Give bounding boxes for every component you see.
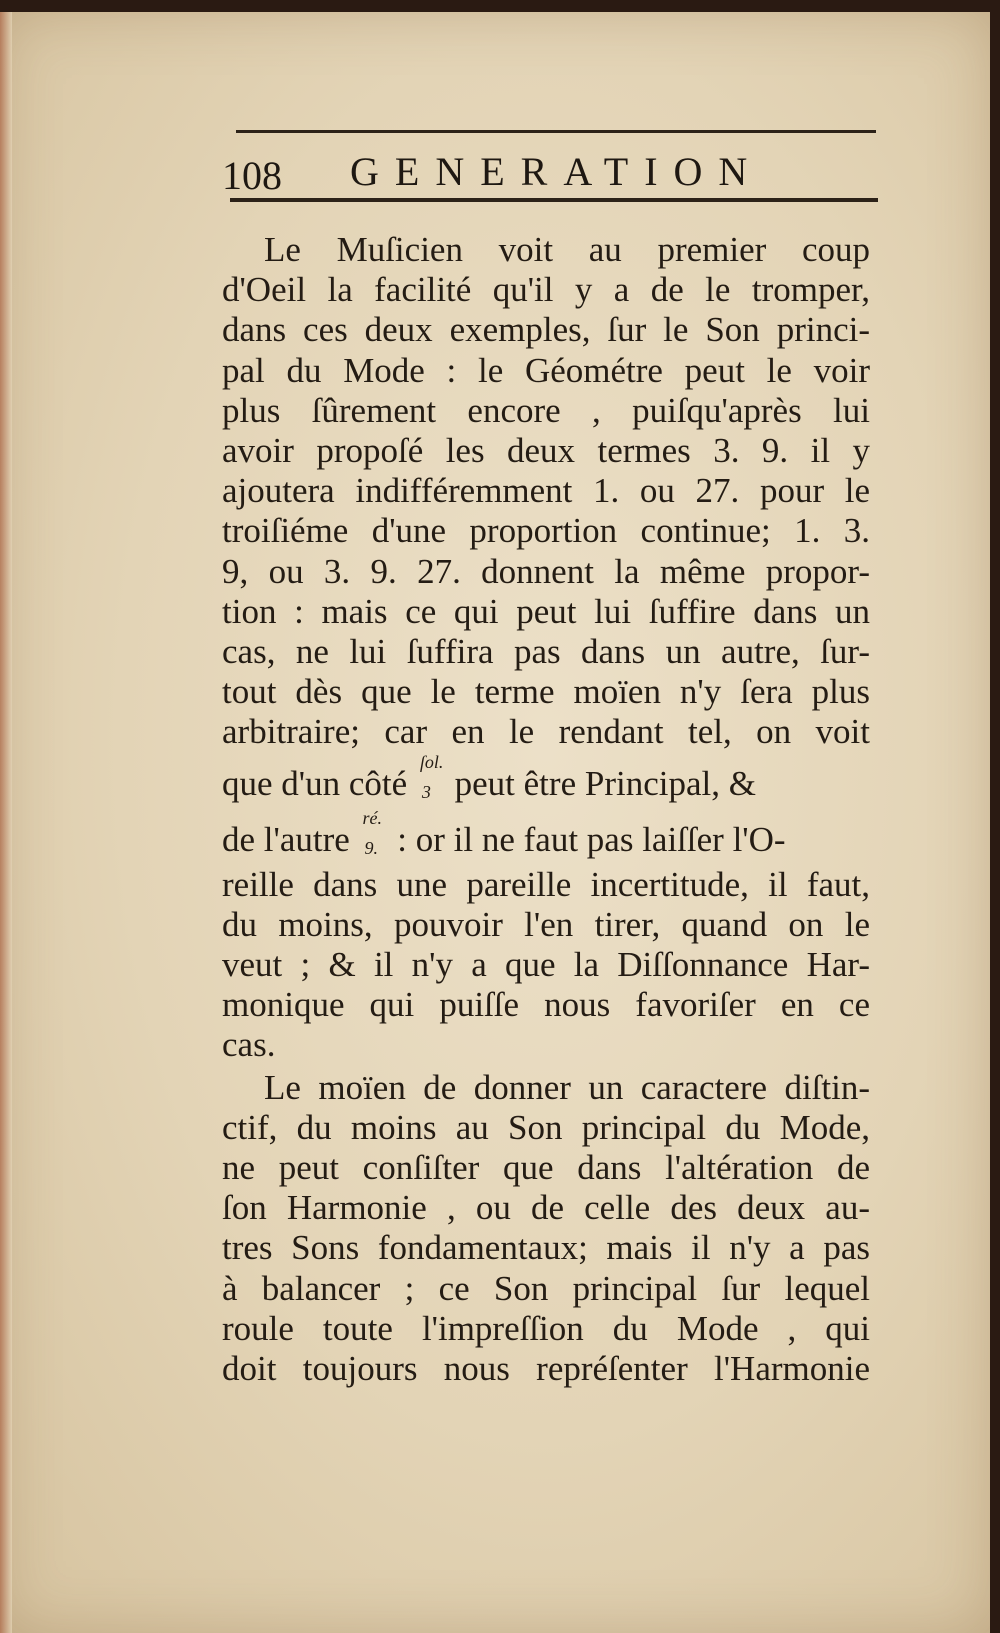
text-line: tout dès que le terme moïen n'y ſera plus: [222, 672, 870, 712]
page-edge: [0, 12, 12, 1633]
text-line: à balancer ; ce Son principal ſur lequel: [222, 1268, 870, 1308]
text-line: cas, ne lui ſuffira pas dans un autre, ſur-: [222, 632, 870, 672]
text-line: [222, 809, 870, 865]
running-title: GENERATION: [350, 149, 764, 194]
text-line: roule toute l'impreſſion du Mode , qui: [222, 1308, 870, 1348]
text-line: troiſiéme d'une proportion continue; 1. 3.: [222, 511, 870, 551]
note-syllable: ré.: [362, 807, 383, 828]
text-line: ajoutera indifféremment 1. ou 27. pour le: [222, 471, 870, 511]
text-line: reille dans une pareille incertitude, il faut,: [222, 864, 870, 904]
text-line: Le Muſicien voit au premier coup: [264, 230, 870, 269]
paragraph: [222, 230, 870, 1066]
text-line: [222, 753, 870, 809]
text-line: d'Oeil la facilité qu'il y a de le tromper,: [222, 270, 870, 310]
solmization-note: [416, 751, 446, 802]
paragraph: [222, 1068, 870, 1390]
text-line: ſon Harmonie , ou de celle des deux au-: [222, 1188, 870, 1228]
solmization-note: [359, 807, 389, 858]
text-segment: : or il ne faut pas laiſſer l'O-: [397, 819, 786, 859]
text-line: cas.: [222, 1025, 276, 1065]
text-segment: que d'un côté: [222, 763, 408, 803]
text-line: plus ſûrement encore , puiſqu'après lui: [222, 390, 870, 430]
header-rule-top: [236, 130, 876, 133]
text-line: ne peut conſiſter que dans l'altération de: [222, 1148, 870, 1188]
page-number: 108: [222, 153, 282, 198]
note-syllable: ſol.: [419, 751, 444, 772]
text-line: Le moïen de donner un caractere diſtin-: [264, 1067, 870, 1107]
text-line: doit toujours nous repréſenter l'Harmonie: [222, 1349, 870, 1389]
text-line: arbitraire; car en le rendant tel, on voit: [222, 712, 870, 752]
book-page: [0, 12, 990, 1633]
text-line: pal du Mode : le Géométre peut le voir: [222, 350, 870, 390]
text-line: du moins, pouvoir l'en tirer, quand on le: [222, 904, 870, 944]
note-number: 9.: [364, 837, 379, 858]
page-header: [222, 148, 878, 196]
text-line: tres Sons fondamentaux; mais il n'y a pas: [222, 1228, 870, 1268]
header-rule-bottom: [230, 198, 878, 202]
text-line: avoir propoſé les deux termes 3. 9. il y: [222, 431, 870, 471]
text-line: 9, ou 3. 9. 27. donnent la même propor-: [222, 551, 870, 591]
text-line: veut ; & il n'y a que la Diſſonnance Har-: [222, 945, 870, 985]
text-line: ctif, du moins au Son principal du Mode,: [222, 1107, 870, 1147]
text-segment: peut être Principal, &: [454, 763, 756, 803]
text-line: tion : mais ce qui peut lui ſuffire dans un: [222, 591, 870, 631]
text-line: monique qui puiſſe nous favoriſer en ce: [222, 985, 870, 1025]
body-text: [222, 230, 870, 1389]
text-line: dans ces deux exemples, ſur le Son princi-: [222, 310, 870, 350]
text-segment: de l'autre: [222, 819, 350, 859]
note-number: 3: [421, 781, 431, 802]
